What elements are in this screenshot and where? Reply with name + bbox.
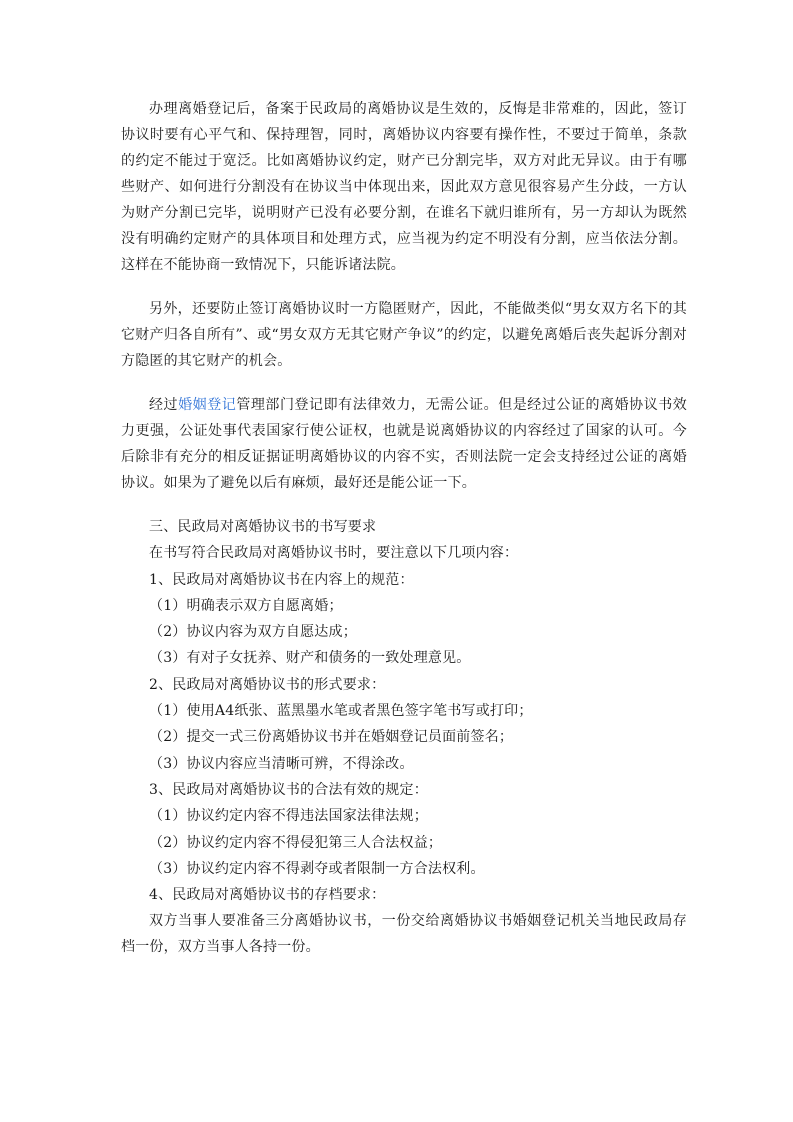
list-item: （2）协议约定内容不得侵犯第三人合法权益； — [149, 834, 443, 851]
list-item: （3）协议内容应当清晰可辨，不得涂改。 — [149, 755, 414, 772]
list-item: 4、民政局对离婚协议书的存档要求： — [149, 887, 386, 904]
list-item: （2）协议内容为双方自愿达成； — [149, 624, 357, 641]
list-item: （1）使用A4纸张、蓝黑墨水笔或者黑色签字笔书写或打印； — [149, 703, 533, 720]
document-page — [121, 96, 687, 960]
section-intro: 在书写符合民政局对离婚协议书时，要注意以下几项内容： — [149, 545, 519, 562]
list-item: （3）协议约定内容不得剥夺或者限制一方合法权利。 — [149, 860, 485, 877]
section-closing: 双方当事人要准备三分离婚协议书，一份交给离婚协议书婚姻登记机关当地民政局存档一份，双方当事人各持一份。 — [121, 913, 687, 956]
writing-requirements-section — [121, 514, 687, 960]
list-item: 3、民政局对离婚协议书的合法有效的规定： — [149, 781, 428, 798]
section-heading: 三、民政局对离婚协议书的书写要求 — [149, 519, 377, 535]
notarization-text-after: 管理部门登记即有法律效力，无需公证。但是经过公证的离婚协议书效力更强，公证处事代表国家行使公证权，也就是说离婚协议的内容经过了国家的认可。今后除非有充分的相反证据证明离婚协议的内容不实，否则法院一定会支持经过公证的离婚协议。如果为了避免以后有麻烦，最好还是能公证一下。 — [121, 397, 687, 491]
list-item: 1、民政局对离婚协议书在内容上的规范： — [149, 571, 414, 588]
list-item: （2）提交一式三份离婚协议书并在婚姻登记员面前签名； — [149, 729, 514, 746]
list-item: （1）协议约定内容不得违法国家法律法规； — [149, 808, 428, 825]
notarization-text-before: 经过 — [149, 397, 179, 413]
paragraph-registration-effect: 办理离婚登记后，备案于民政局的离婚协议是生效的，反悔是非常难的，因此，签订协议时要有心平气和、保持理智，同时，离婚协议内容要有操作性，不要过于简单，条款的约定不能过于宽泛。比如离婚协议约定，财产已分割完毕，双方对此无异议。由于有哪些财产、如何进行分割没有在协议当中体现出来，因此双方意见很容易产生分歧，一方认为财产分割已完毕，说明财产已没有必要分割，在谁名下就归谁所有，另一方却认为既然没有明确约定财产的具体项目和处理方式，应当视为约定不明没有分割，应当依法分割。这样在不能协商一致情况下，只能诉诸法院。 — [121, 101, 687, 273]
list-item: （3）有对子女抚养、财产和债务的一致处理意见。 — [149, 650, 471, 667]
marriage-registration-link[interactable]: 婚姻登记 — [178, 397, 237, 413]
paragraph-hidden-assets: 另外，还要防止签订离婚协议时一方隐匿财产，因此，不能做类似“男女双方名下的其它财产归各自所有”、或“男女双方无其它财产争议”的约定，以避免离婚后丧失起诉分割对方隐匿的其它财产的机会。 — [121, 301, 687, 369]
list-item: （1）明确表示双方自愿离婚； — [149, 597, 343, 614]
list-item: 2、民政局对离婚协议书的形式要求： — [149, 676, 386, 693]
paragraph-notarization — [121, 392, 687, 496]
